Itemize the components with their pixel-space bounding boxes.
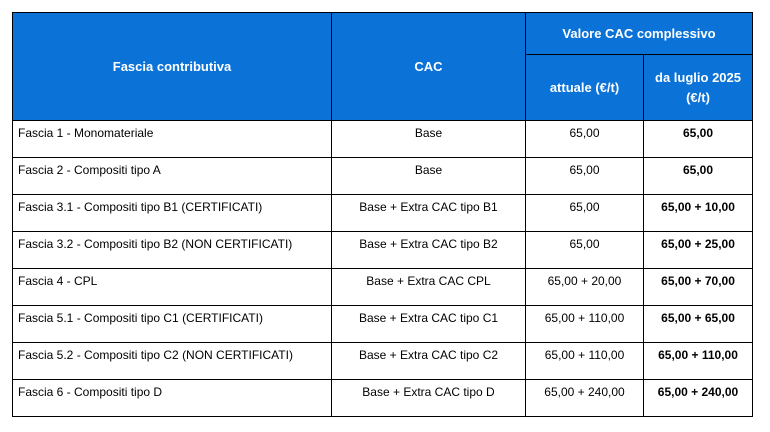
header-valore: Valore CAC complessivo (526, 13, 753, 55)
cell-fascia: Fascia 3.1 - Compositi tipo B1 (CERTIFICATI) (13, 194, 332, 231)
cac-table (12, 12, 753, 417)
cell-attuale: 65,00 (526, 194, 644, 231)
header-luglio (644, 55, 753, 121)
table-row (13, 231, 753, 268)
cell-luglio: 65,00 + 240,00 (644, 379, 753, 416)
cell-luglio: 65,00 + 25,00 (644, 231, 753, 268)
cell-attuale: 65,00 + 110,00 (526, 305, 644, 342)
cell-cac: Base + Extra CAC tipo B1 (332, 194, 526, 231)
table-row (13, 305, 753, 342)
cell-cac: Base + Extra CAC tipo C2 (332, 342, 526, 379)
cell-attuale: 65,00 + 110,00 (526, 342, 644, 379)
cell-cac: Base + Extra CAC tipo B2 (332, 231, 526, 268)
header-luglio-line2: (€/t) (686, 89, 710, 105)
cell-luglio: 65,00 + 110,00 (644, 342, 753, 379)
table-row (13, 120, 753, 157)
cell-luglio: 65,00 (644, 120, 753, 157)
cell-cac: Base + Extra CAC tipo C1 (332, 305, 526, 342)
cell-attuale: 65,00 + 20,00 (526, 268, 644, 305)
cell-fascia: Fascia 6 - Compositi tipo D (13, 379, 332, 416)
cell-fascia: Fascia 5.1 - Compositi tipo C1 (CERTIFICATI) (13, 305, 332, 342)
cell-attuale: 65,00 (526, 231, 644, 268)
cell-cac: Base (332, 157, 526, 194)
cell-cac: Base + Extra CAC tipo D (332, 379, 526, 416)
table-row (13, 268, 753, 305)
table-row (13, 379, 753, 416)
cell-luglio: 65,00 + 70,00 (644, 268, 753, 305)
cell-attuale: 65,00 + 240,00 (526, 379, 644, 416)
header-luglio-line1: da luglio 2025 (655, 69, 741, 85)
table-row (13, 194, 753, 231)
cell-luglio: 65,00 + 10,00 (644, 194, 753, 231)
cell-cac: Base (332, 120, 526, 157)
header-fascia: Fascia contributiva (13, 13, 332, 121)
cell-luglio: 65,00 + 65,00 (644, 305, 753, 342)
cell-luglio: 65,00 (644, 157, 753, 194)
cell-fascia: Fascia 1 - Monomateriale (13, 120, 332, 157)
cell-attuale: 65,00 (526, 120, 644, 157)
cell-fascia: Fascia 4 - CPL (13, 268, 332, 305)
cell-cac: Base + Extra CAC CPL (332, 268, 526, 305)
table-row (13, 342, 753, 379)
cell-fascia: Fascia 3.2 - Compositi tipo B2 (NON CERTIFICATI) (13, 231, 332, 268)
header-cac: CAC (332, 13, 526, 121)
cell-fascia: Fascia 2 - Compositi tipo A (13, 157, 332, 194)
table-row (13, 157, 753, 194)
cell-fascia: Fascia 5.2 - Compositi tipo C2 (NON CERTIFICATI) (13, 342, 332, 379)
header-attuale: attuale (€/t) (526, 55, 644, 121)
cell-attuale: 65,00 (526, 157, 644, 194)
